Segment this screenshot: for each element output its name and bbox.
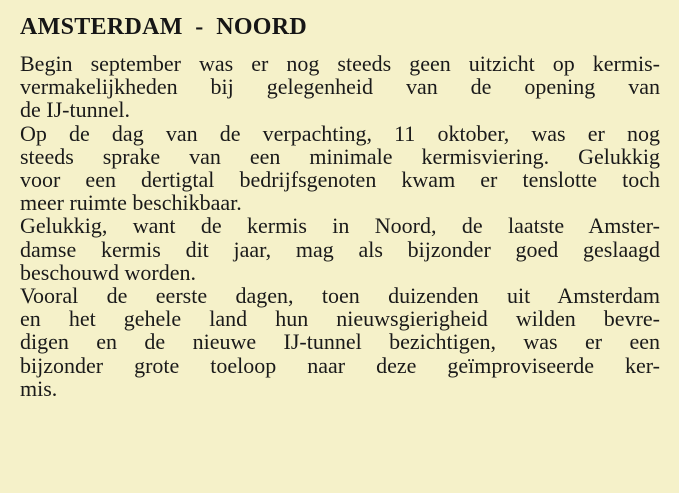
text-line: vermakelijkheden bij gelegenheid van de opening van — [20, 74, 660, 100]
article-body — [20, 52, 660, 400]
paragraph-4 — [20, 284, 660, 400]
text-line: Begin september was er nog steeds geen uitzicht op kermis- — [20, 51, 660, 76]
text-line: voor een dertigtal bedrijfsgenoten kwam er tenslotte toch — [20, 167, 660, 193]
text-line: digen en de nieuwe IJ-tunnel bezichtigen, was er een — [20, 329, 660, 355]
text-line: en het gehele land hun nieuwsgierigheid wilden bevre- — [20, 306, 660, 332]
text-line: damse kermis dit jaar, mag als bijzonder goed geslaagd — [20, 236, 660, 262]
text-line: Op de dag van de verpachting, 11 oktober, was er nog — [20, 120, 660, 146]
paragraph-3 — [20, 214, 660, 284]
text-line: meer ruimte beschikbaar. — [20, 190, 242, 216]
text-line: mis. — [20, 375, 58, 401]
article-heading: AMSTERDAM - NOORD — [20, 14, 308, 40]
paragraph-1 — [20, 52, 660, 122]
text-line: beschouwd worden. — [20, 259, 196, 285]
text-line: steeds sprake van een minimale kermisviering. Gelukkig — [20, 143, 660, 169]
paragraph-2 — [20, 122, 660, 215]
text-line: de IJ-tunnel. — [20, 97, 130, 123]
text-line: Vooral de eerste dagen, toen duizenden uit Amsterdam — [20, 283, 660, 309]
text-line: Gelukkig, want de kermis in Noord, de laatste Amster- — [20, 213, 660, 239]
text-line: bijzonder grote toeloop naar deze geïmproviseerde ker- — [20, 352, 660, 378]
